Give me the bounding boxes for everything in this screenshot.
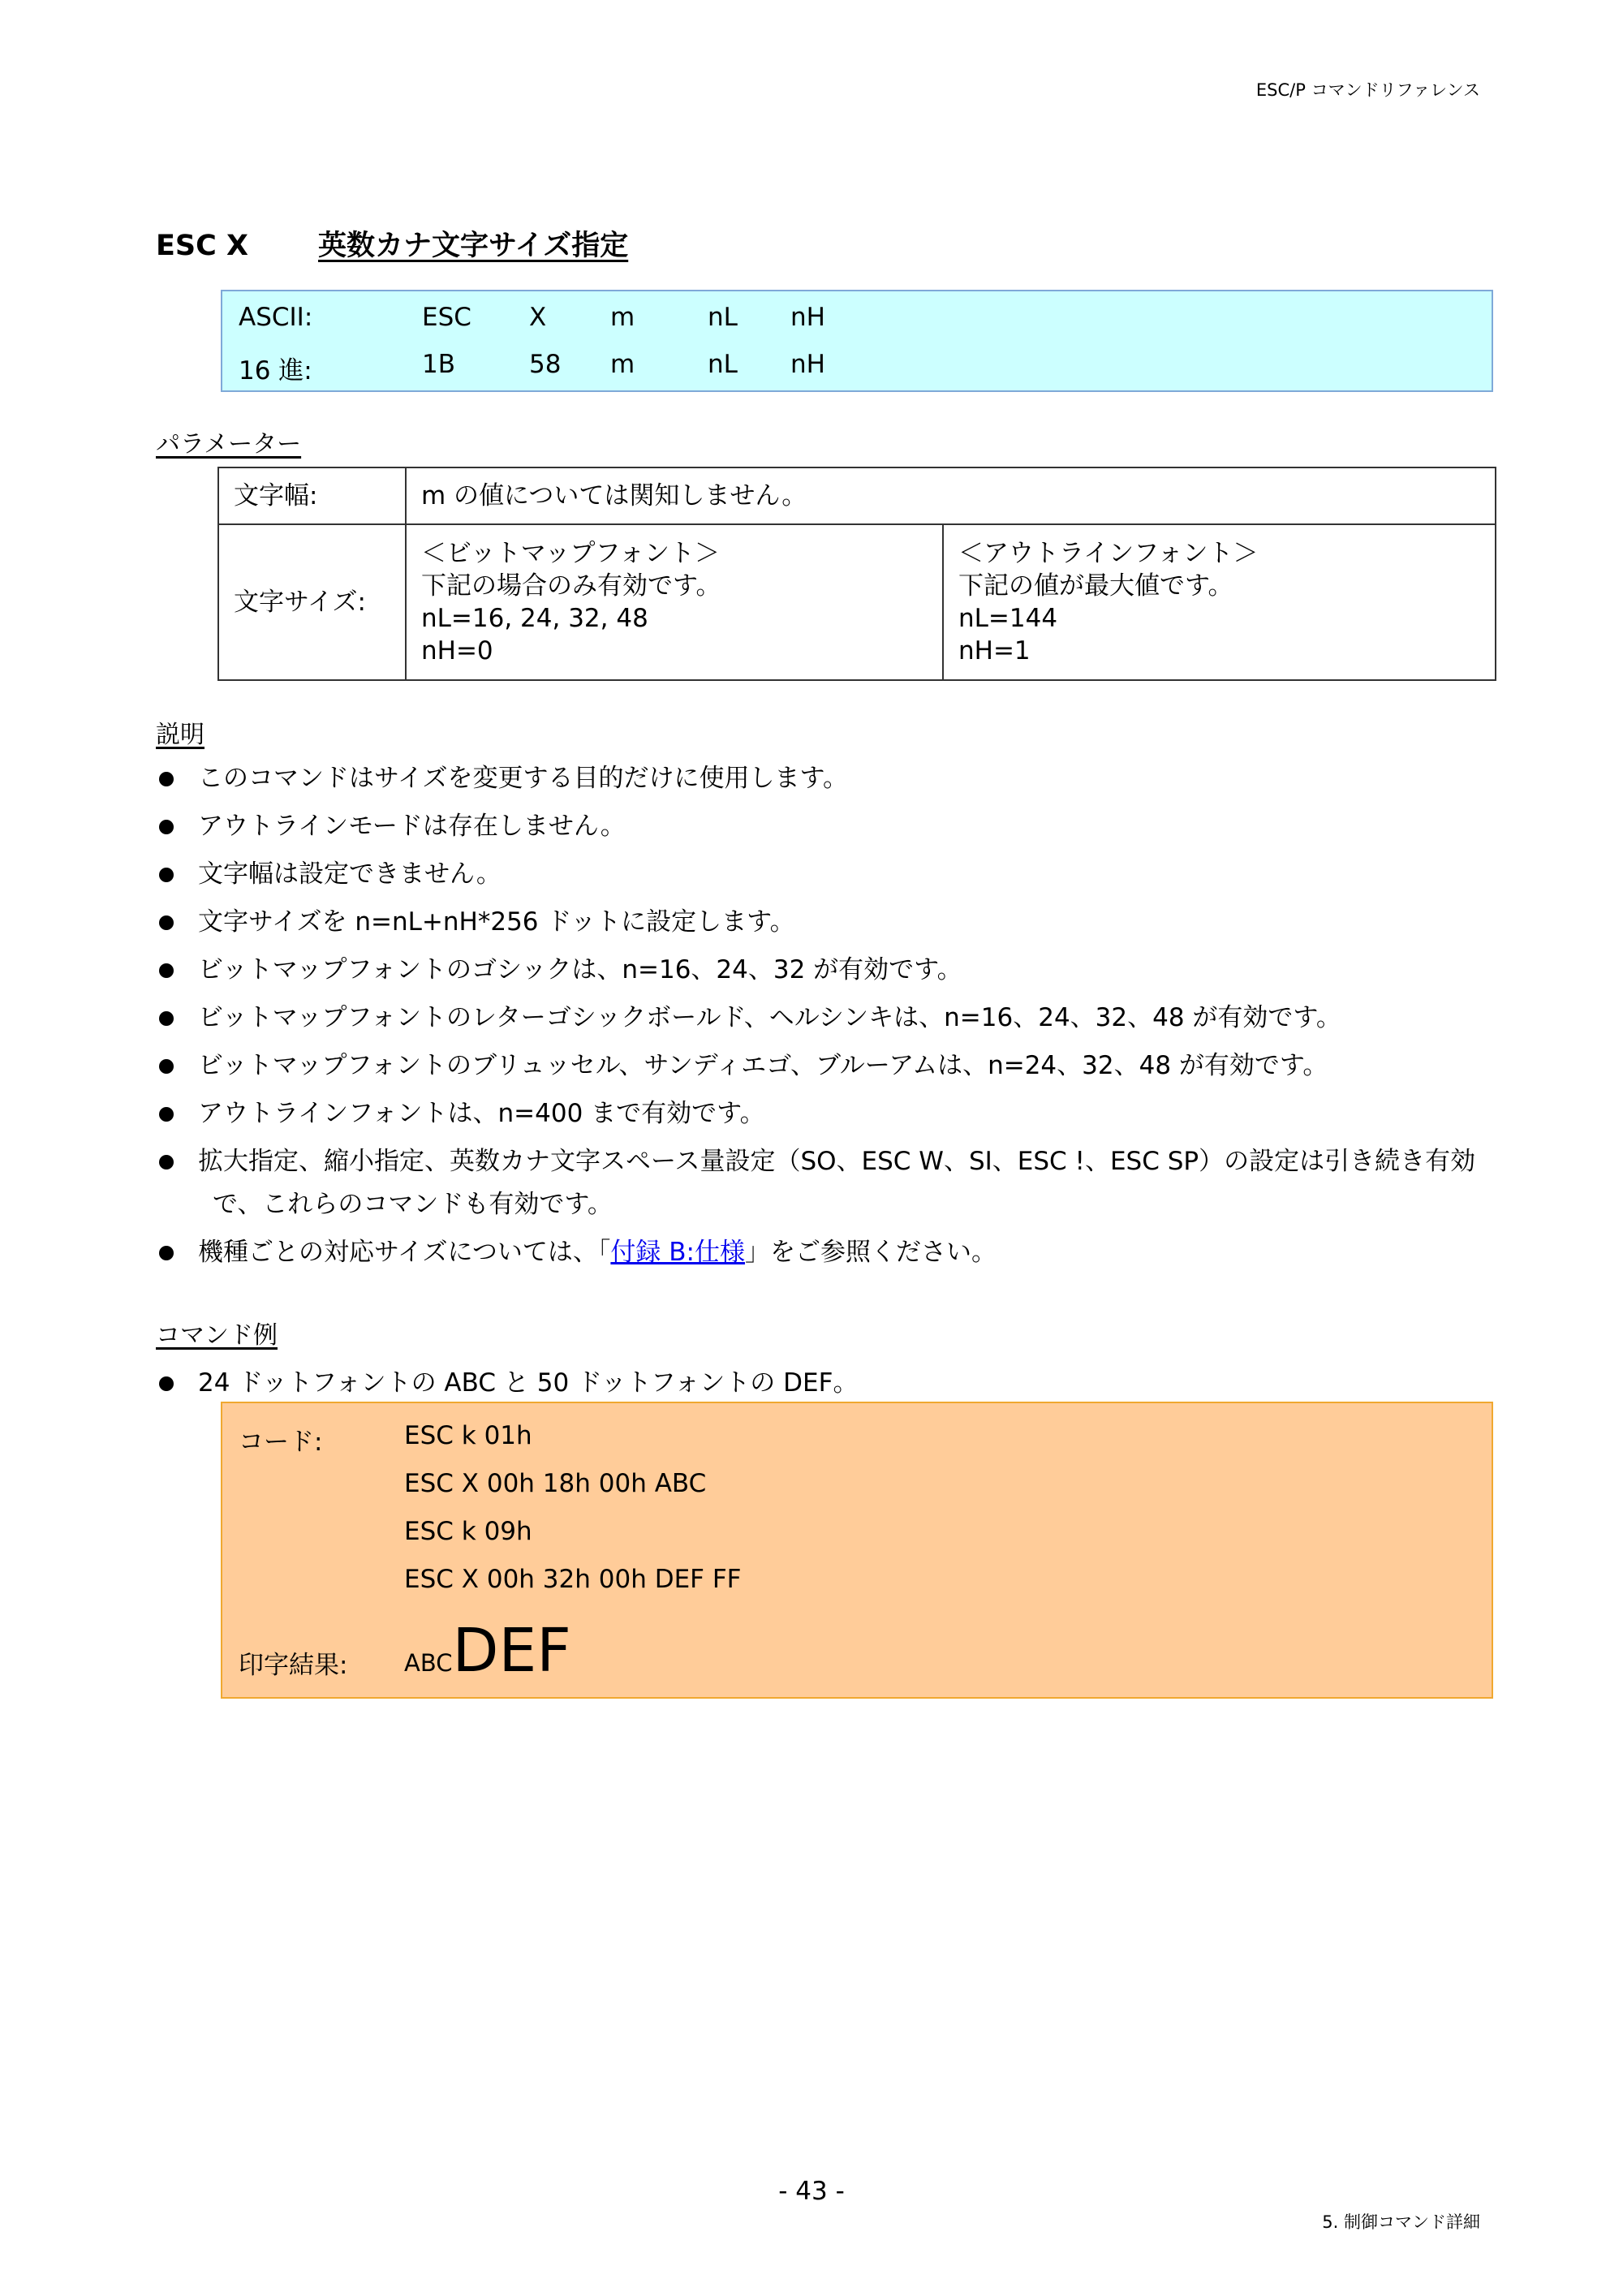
param-value: m の値については関知しません。: [406, 467, 1496, 524]
bullet-icon: [159, 1246, 174, 1260]
code-line: ESC X 00h 18h 00h ABC: [404, 1469, 707, 1498]
print-result: [404, 1616, 571, 1686]
list-item: [156, 1090, 1519, 1138]
list-item-text: 拡大指定、縮小指定、英数カナ文字スペース量設定（SO、ESC W、SI、ESC !、ESC SP）の設定は引き続き有効: [198, 1147, 1476, 1176]
list-item: [156, 1042, 1519, 1090]
result-label: 印字結果:: [239, 1651, 348, 1680]
outline-nh: nH=1: [958, 636, 1031, 666]
parameters-heading: パラメーター: [156, 430, 302, 459]
table-row: [218, 467, 1496, 524]
example-text: 24 ドットフォントの ABC と 50 ドットフォントの DEF。: [198, 1368, 859, 1398]
code-token: nH: [790, 303, 825, 332]
row-label: ASCII:: [239, 303, 313, 332]
outline-nl: nL=144: [958, 604, 1058, 633]
example-heading: コマンド例: [156, 1321, 278, 1350]
code-token: X: [529, 303, 547, 332]
command-description: 英数カナ文字サイズ指定: [318, 230, 629, 262]
list-item: [156, 946, 1519, 994]
outline-heading: ＜アウトラインフォント＞: [958, 539, 1259, 568]
result-small-text: ABC: [404, 1649, 453, 1677]
example-item: [156, 1359, 858, 1407]
bitmap-heading: ＜ビットマップフォント＞: [421, 539, 720, 568]
bitmap-font-cell: [406, 524, 943, 680]
list-item-text: ビットマップフォントのレターゴシックボールド、ヘルシンキは、n=16、24、32、48 が有効です。: [198, 1003, 1341, 1032]
list-item-text: 文字幅は設定できません。: [198, 859, 502, 889]
list-item-text: ビットマップフォントのゴシックは、n=16、24、32 が有効です。: [198, 955, 962, 984]
bullet-icon: [159, 963, 174, 978]
bullet-icon: [159, 772, 174, 786]
outline-note: 下記の値が最大値です。: [958, 571, 1233, 601]
description-heading: 説明: [156, 721, 204, 749]
bitmap-nh: nH=0: [421, 636, 493, 666]
code-line: ESC k 09h: [404, 1517, 532, 1546]
code-line: ESC k 01h: [404, 1421, 532, 1450]
command-syntax-box: [221, 290, 1493, 392]
bitmap-nl: nL=16, 24, 32, 48: [421, 604, 648, 633]
appendix-b-link[interactable]: 付録 B:仕様: [610, 1238, 745, 1267]
param-label: 文字サイズ:: [218, 524, 406, 680]
code-token: nH: [790, 350, 825, 379]
code-token: 58: [529, 350, 562, 379]
running-footer: 5. 制御コマンド詳細: [1322, 2212, 1480, 2232]
code-token: 1B: [422, 350, 455, 379]
bullet-icon: [159, 1011, 174, 1026]
list-item-text: 」をご参照ください。: [744, 1238, 997, 1267]
list-item: [156, 1229, 1519, 1277]
list-item-text: ビットマップフォントのブリュッセル、サンディエゴ、ブルーアムは、n=24、32、48 が有効です。: [198, 1051, 1328, 1080]
code-token: m: [610, 303, 635, 332]
code-line: ESC X 00h 32h 00h DEF FF: [404, 1565, 742, 1594]
code-token: m: [610, 350, 635, 379]
code-example-box: [221, 1402, 1493, 1699]
list-item-text: 文字サイズを n=nL+nH*256 ドットに設定します。: [198, 907, 795, 937]
command-name: ESC X: [156, 230, 248, 262]
description-list: [156, 755, 1519, 1277]
code-token: nL: [708, 350, 738, 379]
list-item-text: アウトラインフォントは、n=400 まで有効です。: [198, 1099, 765, 1128]
code-token: nL: [708, 303, 738, 332]
row-label: 16 進:: [239, 356, 312, 386]
page-number: - 43 -: [778, 2177, 845, 2206]
list-item: [156, 994, 1519, 1042]
list-item-continuation: で、これらのコマンドも有効です。: [213, 1190, 613, 1219]
list-item-text: このコマンドはサイズを変更する目的だけに使用します。: [198, 764, 849, 793]
outline-font-cell: [943, 524, 1496, 680]
running-header: ESC/P コマンドリファレンス: [1255, 80, 1480, 100]
bullet-icon: [159, 915, 174, 930]
list-item: [156, 851, 1519, 898]
list-item-text: アウトラインモードは存在しません。: [198, 812, 626, 841]
bullet-icon: [159, 1376, 174, 1391]
parameters-table: [217, 467, 1496, 681]
code-token: ESC: [422, 303, 471, 332]
bullet-icon: [159, 868, 174, 882]
list-item: [156, 803, 1519, 851]
bullet-icon: [159, 1107, 174, 1122]
code-label: コード:: [239, 1428, 323, 1457]
list-item-text: 機種ごとの対応サイズについては、「: [198, 1238, 611, 1267]
list-item: [156, 898, 1519, 946]
bitmap-note: 下記の場合のみ有効です。: [421, 571, 721, 601]
bullet-icon: [159, 1059, 174, 1074]
result-large-text: DEF: [452, 1616, 571, 1686]
bullet-icon: [159, 1155, 174, 1170]
list-item: [156, 1138, 1519, 1229]
param-label: 文字幅:: [218, 467, 406, 524]
bullet-icon: [159, 820, 174, 834]
page-title: [156, 223, 628, 264]
list-item: [156, 755, 1519, 803]
table-row: [218, 524, 1496, 680]
